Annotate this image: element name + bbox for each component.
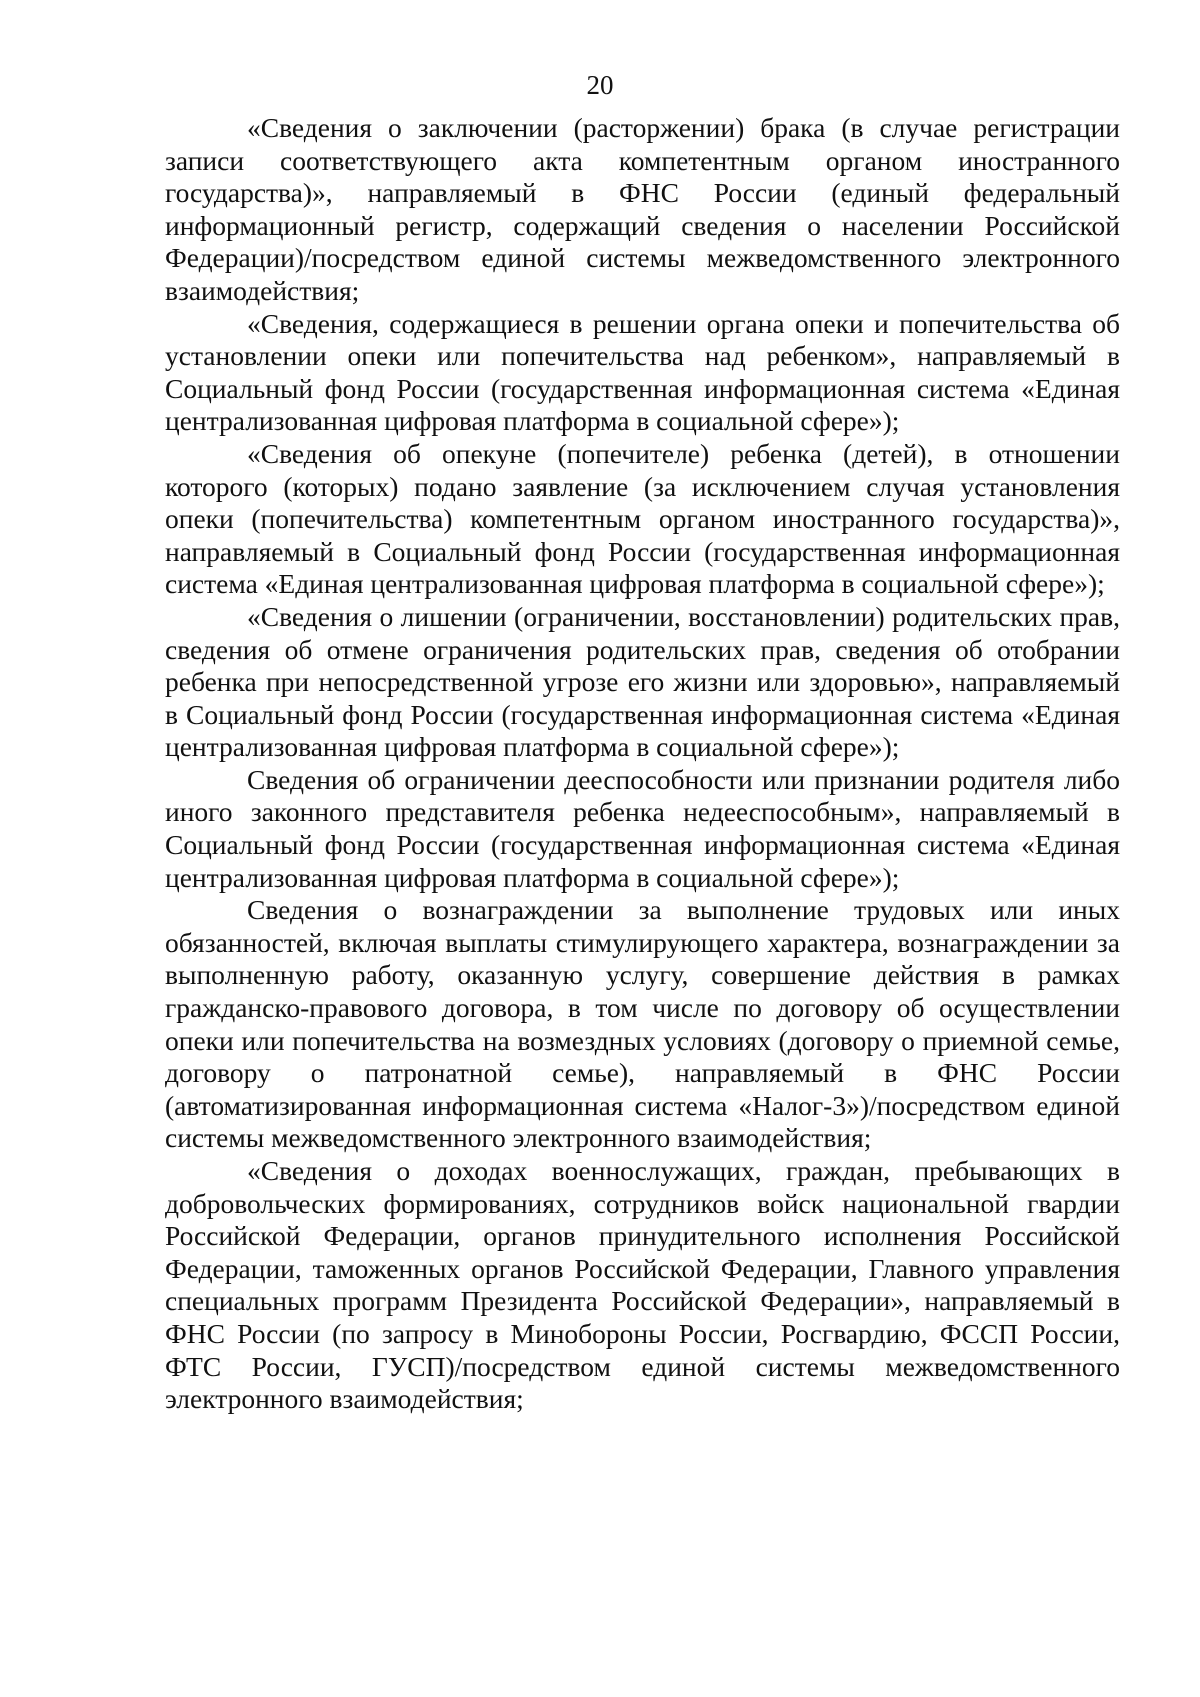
paragraph-parental-rights: «Сведения о лишении (ограничении, восстановлении) родительских прав, сведения об отмене ограничения родительских прав, сведения об отобрании ребенка при непосредственной угрозе его жизни или здоровью», направляемый в Социальный фонд России (государственная информационная система «Единая централизованная цифровая платформа в социальной сфере»);: [165, 600, 1120, 763]
paragraph-guardianship-decision: «Сведения, содержащиеся в решении органа опеки и попечительства об установлении опеки или попечительства над ребенком», направляемый в Социальный фонд России (государственная информационная система «Единая централизованная цифровая платформа в социальной сфере»);: [165, 307, 1120, 437]
paragraph-legal-capacity: Сведения об ограничении дееспособности или признании родителя либо иного законного представителя ребенка недееспособным», направляемый в Социальный фонд России (государственная информационная система «Единая централизованная цифровая платформа в социальной сфере»);: [165, 763, 1120, 893]
paragraph-military-income: «Сведения о доходах военнослужащих, граждан, пребывающих в добровольческих формированиях, сотрудников войск национальной гвардии Российской Федерации, органов принудительного исполнения Российской Федерации, таможенных органов Российской Федерации, Главного управления специальных программ Президента Российской Федерации», направляемый в ФНС России (по запросу в Минобороны России, Росгвардию, ФССП России, ФТС России, ГУСП)/посредством единой системы межведомственного электронного взаимодействия;: [165, 1155, 1120, 1415]
document-body: [165, 112, 1120, 1416]
paragraph-remuneration: Сведения о вознаграждении за выполнение трудовых или иных обязанностей, включая выплаты стимулирующего характера, вознаграждении за выполненную работу, оказанную услугу, совершение действия в рамках гражданско-правового договора, в том числе по договору об осуществлении опеки или попечительства на возмездных условиях (договору о приемной семье, договору о патронатной семье), направляемый в ФНС России (автоматизированная информационная система «Налог-3»)/посредством единой системы межведомственного электронного взаимодействия;: [165, 894, 1120, 1154]
paragraph-guardian-info: «Сведения об опекуне (попечителе) ребенка (детей), в отношении которого (которых) подано заявление (за исключением случая установления опеки (попечительства) компетентным органом иностранного государства)», направляемый в Социальный фонд России (государственная информационная система «Единая централизованная цифровая платформа в социальной сфере»);: [165, 437, 1120, 600]
paragraph-marriage-info: «Сведения о заключении (расторжении) брака (в случае регистрации записи соответствующего акта компетентным органом иностранного государства)», направляемый в ФНС России (единый федеральный информационный регистр, содержащий сведения о населении Российской Федерации)/посредством единой системы межведомственного электронного взаимодействия;: [165, 112, 1120, 306]
page-number: 20: [586, 70, 614, 100]
